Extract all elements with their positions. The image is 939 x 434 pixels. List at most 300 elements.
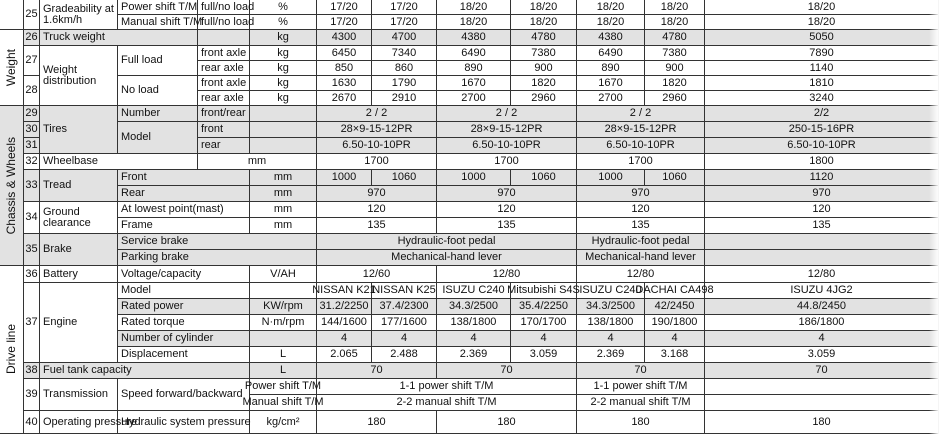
row40-val-0: [317, 411, 437, 434]
row37-item: [40, 283, 118, 363]
row36-item: [40, 266, 118, 283]
row36-sub: [118, 266, 250, 283]
row39-manual-1-text: 2-2 manual shift T/M: [590, 396, 691, 408]
row33-unit1: [250, 170, 317, 186]
row35-s1-text: Service brake: [121, 235, 189, 247]
row37-disp-3: [511, 347, 577, 363]
row35-service-2: [705, 234, 939, 250]
row27-front-5-text: 7380: [662, 46, 687, 59]
row28-unit2-text: kg: [277, 91, 289, 104]
row25-no: [24, 0, 40, 30]
row27-unit1: [250, 46, 317, 61]
row37-model-6-text: ISUZU 4JG2: [790, 284, 853, 296]
row27-rear-5-text: 900: [665, 61, 684, 74]
row28-front-0-text: 1630: [331, 76, 357, 89]
row29-val-1-text: 2 / 2: [495, 107, 518, 119]
row40-item-text: Operating pressure: [43, 415, 138, 428]
row28-front-1: [372, 76, 437, 91]
row35-s2: [118, 250, 317, 266]
row30-unit: [250, 122, 317, 138]
row38-val-2: [577, 363, 705, 379]
row27-no: [24, 46, 40, 76]
row25-mn-5-text: 18/20: [660, 15, 689, 28]
row34-frame-2: [577, 218, 705, 234]
row30-no: [24, 122, 40, 138]
row37-disp-3-text: 3.059: [529, 348, 558, 360]
section-drive-text: Drive line: [4, 324, 18, 375]
row38-val-3: [705, 363, 939, 379]
row37-cyl-4: [577, 331, 645, 347]
row37-cyl-2: [437, 331, 511, 347]
row29-q-text: front/rear: [201, 107, 246, 119]
row28-unit1-text: kg: [277, 76, 289, 89]
row27-rear-1-text: 860: [394, 61, 414, 74]
row32-no-text: 32: [25, 155, 38, 167]
row40-val-3-text: 180: [812, 415, 831, 428]
section-weight-text: Weight: [4, 48, 18, 87]
row28-rear-0-text: 2670: [331, 91, 357, 104]
row25-pw-1: [372, 0, 437, 15]
row34-unit1: [250, 202, 317, 218]
row26-val-1-text: 4700: [391, 31, 417, 43]
row28-front-4: [577, 76, 645, 91]
row34-item: [40, 202, 118, 234]
row29-sub: [118, 106, 198, 122]
row25-s1: [118, 0, 198, 15]
row26-val-3: [511, 30, 577, 46]
row30-val-3-text: 250-15-16PR: [788, 123, 855, 135]
row26-val-2: [437, 30, 511, 46]
row35-parking-2: [705, 250, 939, 266]
row37-cyl-1: [372, 331, 437, 347]
row35-s2-text: Parking brake: [121, 251, 189, 263]
row27-front-1: [372, 46, 437, 61]
row25-pw-4-text: 18/20: [596, 0, 625, 13]
row26-val-0-text: 4300: [331, 31, 357, 43]
row32-val-0: [317, 154, 437, 170]
row31-q: [198, 138, 250, 154]
row37-disp-4-text: 2.369: [596, 348, 625, 360]
row35-parking-0-text: Mechanical-hand lever: [391, 251, 502, 263]
row35-parking-1-text: Mechanical-hand lever: [585, 251, 696, 263]
row40-no-text: 40: [25, 415, 38, 428]
row31-no: [24, 138, 40, 154]
row29-val-2-text: 2 / 2: [629, 107, 652, 119]
row31-no-text: 31: [25, 139, 38, 151]
row30-item: [40, 106, 118, 154]
row37-model-1: [372, 283, 437, 299]
row37-model-0: [312, 283, 376, 299]
row27-unit2: [250, 61, 317, 76]
row33-s1-text: Front: [121, 171, 147, 183]
row33-no-text: 33: [25, 179, 38, 191]
row37-unit-3: [250, 331, 317, 347]
row39-manual-0-text: 2-2 manual shift T/M: [396, 396, 497, 408]
row37-torque-5: [645, 315, 705, 331]
row38-item: [40, 363, 250, 379]
row33-front-6: [705, 170, 939, 186]
row36-unit: [250, 266, 317, 283]
row33-front-1: [372, 170, 437, 186]
row27-sub: [118, 46, 198, 76]
row37-power-2: [437, 299, 511, 315]
row25-q1: [198, 0, 255, 15]
row26-val-6: [705, 30, 939, 46]
row39-sub: [118, 379, 250, 411]
row25-mn-6: [705, 15, 939, 30]
row25-s2-text: Manual shift T/M: [121, 15, 203, 28]
row34-frame-3: [705, 218, 939, 234]
row33-item: [40, 170, 118, 202]
row26-val-2-text: 4380: [461, 31, 486, 43]
row37-torque-4: [577, 315, 645, 331]
row37-power-1-text: 37.4/2300: [379, 300, 429, 312]
row34-mast-3: [705, 202, 939, 218]
row34-unit1-text: mm: [273, 203, 293, 215]
row29-val-3-text: 2/2: [813, 107, 830, 119]
row28-front-5-text: 1820: [662, 76, 687, 89]
row32-no: [24, 154, 40, 170]
row27-front-1-text: 7340: [391, 46, 417, 59]
row31-q-text: rear: [201, 139, 221, 151]
row37-model-3-text: Mitsubishi S4S: [507, 284, 580, 296]
row27-front-5: [645, 46, 705, 61]
row39-q2: [242, 395, 324, 411]
row27-front-4-text: 6490: [598, 46, 623, 59]
row37-power-6: [705, 299, 939, 315]
row39-no: [24, 379, 40, 411]
section-blank: [0, 0, 24, 30]
section-weight: [0, 30, 24, 106]
row40-sub: [118, 411, 250, 434]
row27-q1-text: front axle: [201, 46, 247, 59]
row37-torque-3-text: 170/1700: [520, 316, 567, 328]
row27-front-4: [577, 46, 645, 61]
row30-sub-text: Model: [121, 131, 151, 143]
row40-val-1-text: 180: [497, 415, 516, 428]
row37-power-5: [645, 299, 705, 315]
row35-service-0: [317, 234, 577, 250]
row36-item-text: Battery: [43, 267, 78, 280]
row27-item-text: Weight distribution: [43, 63, 97, 87]
row26-blank: [198, 30, 250, 46]
row31-val-2: [577, 138, 705, 154]
row29-no-text: 29: [25, 107, 38, 119]
row34-frame-0: [317, 218, 437, 234]
row29-sub-text: Number: [121, 107, 161, 119]
row36-val-1-text: 12/80: [492, 267, 521, 280]
row37-model-6: [705, 283, 939, 299]
row25-unit1-text: %: [278, 0, 288, 13]
row37-power-1: [372, 299, 437, 315]
row35-no-text: 35: [25, 243, 38, 255]
row34-mast-2: [577, 202, 705, 218]
row35-service-1-text: Hydraulic-foot pedal: [591, 235, 690, 247]
row31-val-1-text: 6.50-10-10PR: [472, 139, 541, 151]
row38-unit: [250, 363, 317, 379]
row28-rear-5-text: 2960: [662, 91, 687, 104]
row37-sub-1-text: Rated power: [121, 300, 184, 312]
row27-rear-0-text: 850: [334, 61, 354, 74]
row37-torque-6: [705, 315, 939, 331]
row34-no-text: 34: [25, 211, 38, 223]
row26-val-6-text: 5050: [809, 31, 834, 43]
row33-front-2: [437, 170, 511, 186]
row36-val-0: [317, 266, 437, 283]
row26-item: [40, 30, 198, 46]
row31-val-2-text: 6.50-10-10PR: [606, 139, 675, 151]
row37-sub-0: [118, 283, 250, 299]
row37-torque-1: [372, 315, 437, 331]
row34-no: [24, 202, 40, 234]
row25-pw-1-text: 17/20: [390, 0, 418, 13]
row25-s2: [118, 15, 203, 30]
row34-frame-0-text: 135: [367, 219, 386, 231]
row33-front-1-text: 1060: [391, 171, 417, 183]
row27-rear-2-text: 890: [464, 61, 483, 74]
row34-mast-1-text: 120: [497, 203, 516, 215]
row32-val-2: [577, 154, 705, 170]
row26-no-text: 26: [25, 31, 38, 43]
row38-no: [24, 363, 40, 379]
row37-sub-0-text: Model: [121, 284, 151, 296]
row32-unit: [198, 154, 317, 170]
row37-power-2-text: 34.3/2500: [449, 300, 498, 312]
row37-power-5-text: 42/2450: [654, 300, 695, 312]
row27-front-0: [317, 46, 372, 61]
row36-no: [24, 266, 40, 283]
row37-power-0: [317, 299, 372, 315]
row37-model-4-text: ISUZU C240: [579, 284, 642, 296]
row28-q2: [198, 91, 250, 106]
row37-torque-1-text: 177/1600: [381, 316, 427, 328]
row33-unit2-text: mm: [273, 187, 293, 199]
row38-val-1: [437, 363, 577, 379]
row36-val-2: [577, 266, 705, 283]
row37-power-4: [577, 299, 645, 315]
row37-model-2-text: ISUZU C240: [442, 284, 505, 296]
row40-no: [24, 411, 40, 434]
row37-model-0-text: NISSAN K21: [312, 284, 376, 296]
row37-torque-3: [511, 315, 577, 331]
row30-q-text: front: [201, 123, 224, 135]
row37-disp-4: [577, 347, 645, 363]
row38-val-0: [317, 363, 437, 379]
row30-no-text: 30: [25, 123, 38, 135]
row33-rear-2: [577, 186, 705, 202]
row28-rear-5: [645, 91, 705, 106]
row25-s1-text: Power shift T/M: [121, 0, 198, 13]
row31-unit: [250, 138, 317, 154]
row37-unit-4: [250, 347, 317, 363]
row37-cyl-6: [705, 331, 939, 347]
row30-item-text: Tires: [43, 123, 68, 135]
row37-sub-2: [118, 315, 250, 331]
row34-mast-0: [317, 202, 437, 218]
row25-item: [40, 0, 118, 30]
section-chassis-text: Chassis & Wheels: [4, 136, 18, 235]
row28-rear-0: [317, 91, 372, 106]
row40-val-2-text: 180: [631, 415, 650, 428]
row33-front-4-text: 1000: [598, 171, 623, 183]
row34-s2: [118, 218, 250, 234]
row37-sub-2-text: Rated torque: [121, 316, 185, 328]
row25-unit1: [250, 0, 317, 15]
row35-service-0-text: Hydraulic-foot pedal: [397, 235, 496, 247]
row37-sub-1: [118, 299, 250, 315]
row33-unit1-text: mm: [273, 171, 293, 183]
row28-no-text: 28: [25, 84, 38, 96]
row37-torque-5-text: 190/1800: [651, 316, 698, 328]
row35-item-text: Brake: [43, 243, 72, 255]
row27-rear-1: [372, 61, 437, 76]
row25-pw-6: [705, 0, 939, 15]
row40-item: [40, 411, 138, 434]
row27-rear-6: [705, 61, 939, 76]
row25-pw-3-text: 18/20: [529, 0, 558, 13]
row32-unit-text: mm: [247, 155, 267, 167]
row26-val-5-text: 4780: [662, 31, 687, 43]
row25-q2: [198, 15, 255, 30]
row39-item-text: Transmission: [43, 388, 108, 400]
row27-rear-3-text: 900: [534, 61, 553, 74]
row26-val-3-text: 4780: [531, 31, 556, 43]
row25-pw-5: [645, 0, 705, 15]
row27-rear-6-text: 1140: [809, 61, 834, 74]
row25-pw-2-text: 18/20: [459, 0, 488, 13]
row40-val-1: [437, 411, 577, 434]
row33-s1: [118, 170, 250, 186]
row36-val-1: [437, 266, 577, 283]
row28-rear-4: [577, 91, 645, 106]
row25-pw-5-text: 18/20: [660, 0, 689, 13]
row28-q1: [198, 76, 250, 91]
row37-disp-2-text: 2.369: [459, 348, 488, 360]
row37-no-text: 37: [25, 316, 38, 328]
row37-unit-2: [250, 315, 317, 331]
row37-cyl-0: [317, 331, 372, 347]
row37-unit-1: [250, 299, 317, 315]
row40-val-0-text: 180: [367, 415, 386, 428]
row33-front-5-text: 1060: [662, 171, 687, 183]
row37-power-3: [511, 299, 577, 315]
row28-front-2: [437, 76, 511, 91]
row38-val-0-text: 70: [370, 364, 383, 376]
row39-power-1-text: 1-1 power shift T/M: [593, 380, 688, 392]
row25-pw-0-text: 17/20: [330, 0, 358, 13]
row32-item: [40, 154, 198, 170]
row39-q1: [244, 379, 322, 395]
row30-sub: [118, 122, 198, 154]
row35-parking-1: [577, 250, 705, 266]
row38-val-2-text: 70: [634, 364, 647, 376]
row25-mn-4-text: 18/20: [596, 15, 625, 28]
row28-rear-2-text: 2700: [461, 91, 486, 104]
row28-rear-1-text: 2910: [391, 91, 417, 104]
row26-unit-text: kg: [277, 31, 289, 43]
row38-unit-text: L: [279, 364, 287, 376]
row26-item-text: Truck weight: [43, 31, 105, 43]
row37-no: [24, 283, 40, 363]
row37-model-3: [507, 283, 580, 299]
row37-disp-2: [437, 347, 511, 363]
row27-rear-0: [317, 61, 372, 76]
row25-unit2-text: %: [278, 15, 288, 28]
row27-rear-4: [577, 61, 645, 76]
row37-torque-0-text: 144/1600: [321, 316, 367, 328]
row36-val-3-text: 12/80: [807, 267, 836, 280]
row38-val-1-text: 70: [500, 364, 513, 376]
row26-val-5: [645, 30, 705, 46]
row39-manual-2: [705, 395, 939, 411]
row37-model-2: [437, 283, 511, 299]
row28-rear-3-text: 2960: [531, 91, 556, 104]
row34-item-text: Ground clearance: [43, 205, 91, 229]
row33-rear-3-text: 970: [812, 187, 831, 199]
row39-sub-text: Speed forward/backward: [121, 388, 243, 400]
row33-no: [24, 170, 40, 202]
row27-front-3: [511, 46, 577, 61]
row25-mn-3-text: 18/20: [529, 15, 558, 28]
row39-power-1: [577, 379, 705, 395]
row40-val-2: [577, 411, 705, 434]
row39-power-0-text: 1-1 power shift T/M: [399, 380, 494, 392]
row27-rear-2: [437, 61, 511, 76]
row37-torque-2-text: 138/1800: [450, 316, 497, 328]
row34-mast-1: [437, 202, 577, 218]
row36-no-text: 36: [25, 267, 38, 280]
row30-val-0: [317, 122, 437, 138]
row37-disp-0: [317, 347, 372, 363]
row32-val-1-text: 1700: [494, 155, 519, 167]
row25-q2-text: full/no load: [201, 15, 255, 28]
row34-mast-0-text: 120: [367, 203, 386, 215]
row40-sub-text: Hydraulic system pressure: [121, 415, 251, 428]
row27-front-3-text: 7380: [531, 46, 556, 59]
row27-rear-3: [511, 61, 577, 76]
row31-val-3: [705, 138, 939, 154]
row25-mn-5: [645, 15, 705, 30]
row25-mn-4: [577, 15, 645, 30]
row37-sub-4: [118, 347, 250, 363]
row33-rear-2-text: 970: [631, 187, 650, 199]
row33-front-2-text: 1000: [461, 171, 486, 183]
row26-no: [24, 30, 40, 46]
row37-disp-5-text: 3.168: [660, 348, 689, 360]
row34-s1-text: At lowest point(mast): [121, 203, 224, 215]
row35-parking-0: [317, 250, 577, 266]
row36-val-0-text: 12/60: [362, 267, 391, 280]
row38-no-text: 38: [25, 364, 38, 376]
row39-q1-text: Power shift T/M: [244, 380, 322, 392]
row31-val-3-text: 6.50-10-10PR: [787, 139, 856, 151]
row37-sub-4-text: Displacement: [121, 348, 188, 360]
row28-front-6: [705, 76, 939, 91]
row39-power-2: [705, 379, 939, 395]
row33-front-0-text: 1000: [331, 171, 357, 183]
row27-sub-text: Full load: [121, 54, 163, 66]
row33-s2: [118, 186, 250, 202]
row37-disp-1-text: 2.488: [390, 348, 418, 360]
row37-cyl-6-text: 4: [818, 332, 825, 344]
row27-rear-4-text: 890: [601, 61, 620, 74]
row33-rear-3: [705, 186, 939, 202]
row37-power-6-text: 44.8/2450: [797, 300, 846, 312]
row34-frame-3-text: 135: [812, 219, 831, 231]
row37-model-5: [635, 283, 714, 299]
row33-front-0: [317, 170, 372, 186]
row34-frame-2-text: 135: [631, 219, 650, 231]
